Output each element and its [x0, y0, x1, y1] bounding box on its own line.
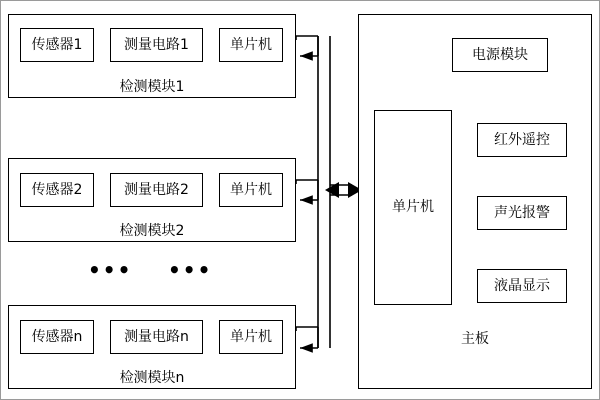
- mcu-n-box[interactable]: [219, 320, 283, 354]
- ellipsis-left: •••: [88, 258, 133, 282]
- sensor-n-box[interactable]: [20, 320, 94, 354]
- ir-remote-box[interactable]: [477, 123, 567, 157]
- detection-module-1-caption: 检测模块1: [119, 79, 185, 95]
- sensor-1-box[interactable]: [20, 28, 94, 62]
- mcu-1-box[interactable]: [219, 28, 283, 62]
- ellipsis-right: •••: [168, 258, 213, 282]
- mainboard-mcu-box[interactable]: [374, 110, 452, 305]
- sensor-n-label: 传感器n: [31, 328, 83, 345]
- sensor-2-label: 传感器2: [31, 181, 83, 198]
- mainboard-caption: 主板: [461, 331, 489, 347]
- power-module-label: 电源模块: [472, 46, 528, 63]
- power-module-box[interactable]: [452, 38, 548, 72]
- mcu-2-box[interactable]: [219, 173, 283, 207]
- mcu-2-label: 单片机: [230, 181, 272, 198]
- mcu-1-label: 单片机: [230, 36, 272, 53]
- measure-circuit-n-box[interactable]: [110, 320, 203, 354]
- measure-circuit-1-label: 测量电路1: [124, 36, 189, 53]
- measure-circuit-1-box[interactable]: [110, 28, 203, 62]
- mainboard-mcu-label: 单片机: [392, 199, 434, 216]
- sound-light-alarm-label: 声光报警: [494, 204, 550, 221]
- mcu-n-label: 单片机: [230, 328, 272, 345]
- sound-light-alarm-box[interactable]: [477, 196, 567, 230]
- ir-remote-label: 红外遥控: [494, 131, 550, 148]
- measure-circuit-n-label: 测量电路n: [124, 328, 189, 345]
- sensor-2-box[interactable]: [20, 173, 94, 207]
- detection-module-2-caption: 检测模块2: [119, 223, 185, 239]
- measure-circuit-2-label: 测量电路2: [124, 181, 189, 198]
- lcd-display-box[interactable]: [477, 269, 567, 303]
- lcd-display-label: 液晶显示: [494, 277, 550, 294]
- detection-module-n-caption: 检测模块n: [119, 370, 185, 386]
- sensor-1-label: 传感器1: [31, 36, 83, 53]
- measure-circuit-2-box[interactable]: [110, 173, 203, 207]
